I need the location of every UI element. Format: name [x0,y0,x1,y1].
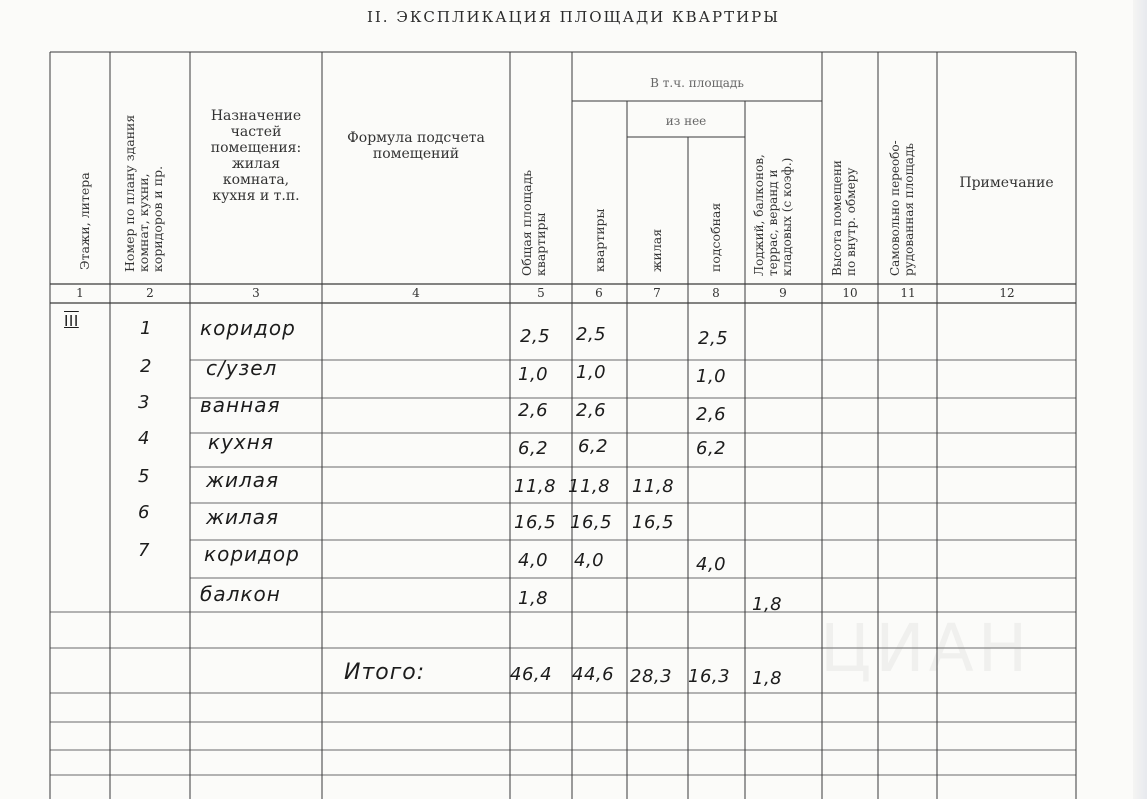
row-2-number: 2 [140,356,152,377]
header-note: Примечание [959,175,1054,191]
row-7-apartment: 4,0 [574,550,605,571]
header-balconies-line: террас, веранд и [766,169,780,276]
page-title: II. ЭКСПЛИКАЦИЯ ПЛОЩАДИ КВАРТИРЫ [366,8,781,26]
column-number: 3 [252,286,260,300]
column-number: 12 [999,286,1015,300]
row-7-total: 4,0 [518,550,549,571]
header-purpose-line: кухня и т.п. [212,188,300,204]
watermark: ЦИАН [820,610,1032,687]
column-number: 6 [595,286,603,300]
row-2-name: с/узел [206,356,278,380]
row-3-number: 3 [138,392,150,413]
header-living: жилая [649,228,664,272]
row-4-apartment: 6,2 [578,436,609,457]
row-7-auxiliary: 4,0 [696,554,727,575]
header-floor: Этажи, литера [77,172,92,270]
row-3-name: ванная [200,393,281,417]
row-3-auxiliary: 2,6 [696,404,727,425]
row-5-apartment: 11,8 [568,476,611,497]
row-1-apartment: 2,5 [576,324,607,345]
header-balconies-line: кладовых (с коэф.) [780,157,794,276]
total-living: 28,3 [630,666,673,687]
header-subgroup: из нее [665,114,707,128]
floor-label: III [64,312,79,330]
row-7-number: 7 [138,540,150,561]
header-balconies [752,154,794,276]
header-purpose-line: комната, [222,172,290,188]
row-6-name: жилая [206,505,280,529]
column-number: 4 [412,286,420,300]
column-number: 1 [76,286,84,300]
header-purpose-line: помещения: [210,140,302,156]
row-4-auxiliary: 6,2 [696,438,727,459]
row-5-total: 11,8 [514,476,557,497]
header-balconies-line: Лоджий, балконов, [752,154,766,276]
header-group-incl: В т.ч. площадь [650,76,744,90]
row-6-apartment: 16,5 [570,512,613,533]
column-number: 9 [779,286,787,300]
row-8-balcony: 1,8 [752,594,783,615]
row-2-total: 1,0 [518,364,549,385]
header-unauthorized [888,140,916,276]
column-number: 5 [537,286,545,300]
header-unauthorized-line: рудованная площадь [902,143,916,276]
total-label: Итого: [344,660,426,685]
header-purpose-line: Назначение [210,108,302,124]
row-3-total: 2,6 [518,400,549,421]
column-number: 8 [712,286,720,300]
column-number: 10 [842,286,858,300]
header-apartment: квартиры [592,208,607,272]
header-unauthorized-line: Самовольно переобо- [888,140,902,276]
header-purpose-line: жилая [231,156,281,172]
header-purpose [193,108,319,204]
row-2-auxiliary: 1,0 [696,366,727,387]
column-number: 11 [900,286,916,300]
row-8-name: балкон [200,582,281,606]
row-5-living: 11,8 [632,476,675,497]
header-total-area-line: квартиры [533,212,548,276]
total-apartment: 44,6 [572,664,615,685]
row-6-total: 16,5 [514,512,557,533]
row-1-number: 1 [140,318,152,339]
header-plan-number-line: комнат, кухни, [136,173,151,272]
header-height [830,160,858,276]
header-height-line: Высота помещени [830,160,844,276]
header-total-area-line: Общая площадь [519,169,534,276]
row-6-living: 16,5 [632,512,675,533]
column-number: 7 [653,286,661,300]
row-5-number: 5 [138,466,150,487]
row-4-number: 4 [138,428,150,449]
row-1-total: 2,5 [520,326,551,347]
row-5-name: жилая [206,468,280,492]
header-formula-line: помещений [372,146,460,162]
row-7-name: коридор [204,542,300,566]
total-balcony: 1,8 [752,668,783,689]
row-2-apartment: 1,0 [576,362,607,383]
row-1-auxiliary: 2,5 [698,328,729,349]
header-purpose-line: частей [230,124,282,140]
header-auxiliary: подсобная [708,202,723,272]
header-total-area [520,170,548,276]
row-8-total: 1,8 [518,588,549,609]
total-area: 46,4 [510,664,553,685]
header-plan-number [123,115,165,272]
column-number: 2 [146,286,154,300]
row-4-name: кухня [208,430,274,454]
header-formula [325,130,507,162]
row-1-name: коридор [200,316,296,340]
header-formula-line: Формула подсчета [347,130,485,146]
header-plan-number-line: коридоров и пр. [150,165,165,272]
header-height-line: по внутр. обмеру [844,167,858,276]
row-4-total: 6,2 [518,438,549,459]
total-auxiliary: 16,3 [688,666,731,687]
row-3-apartment: 2,6 [576,400,607,421]
row-6-number: 6 [138,502,150,523]
header-plan-number-line: Номер по плану здания [122,114,137,272]
